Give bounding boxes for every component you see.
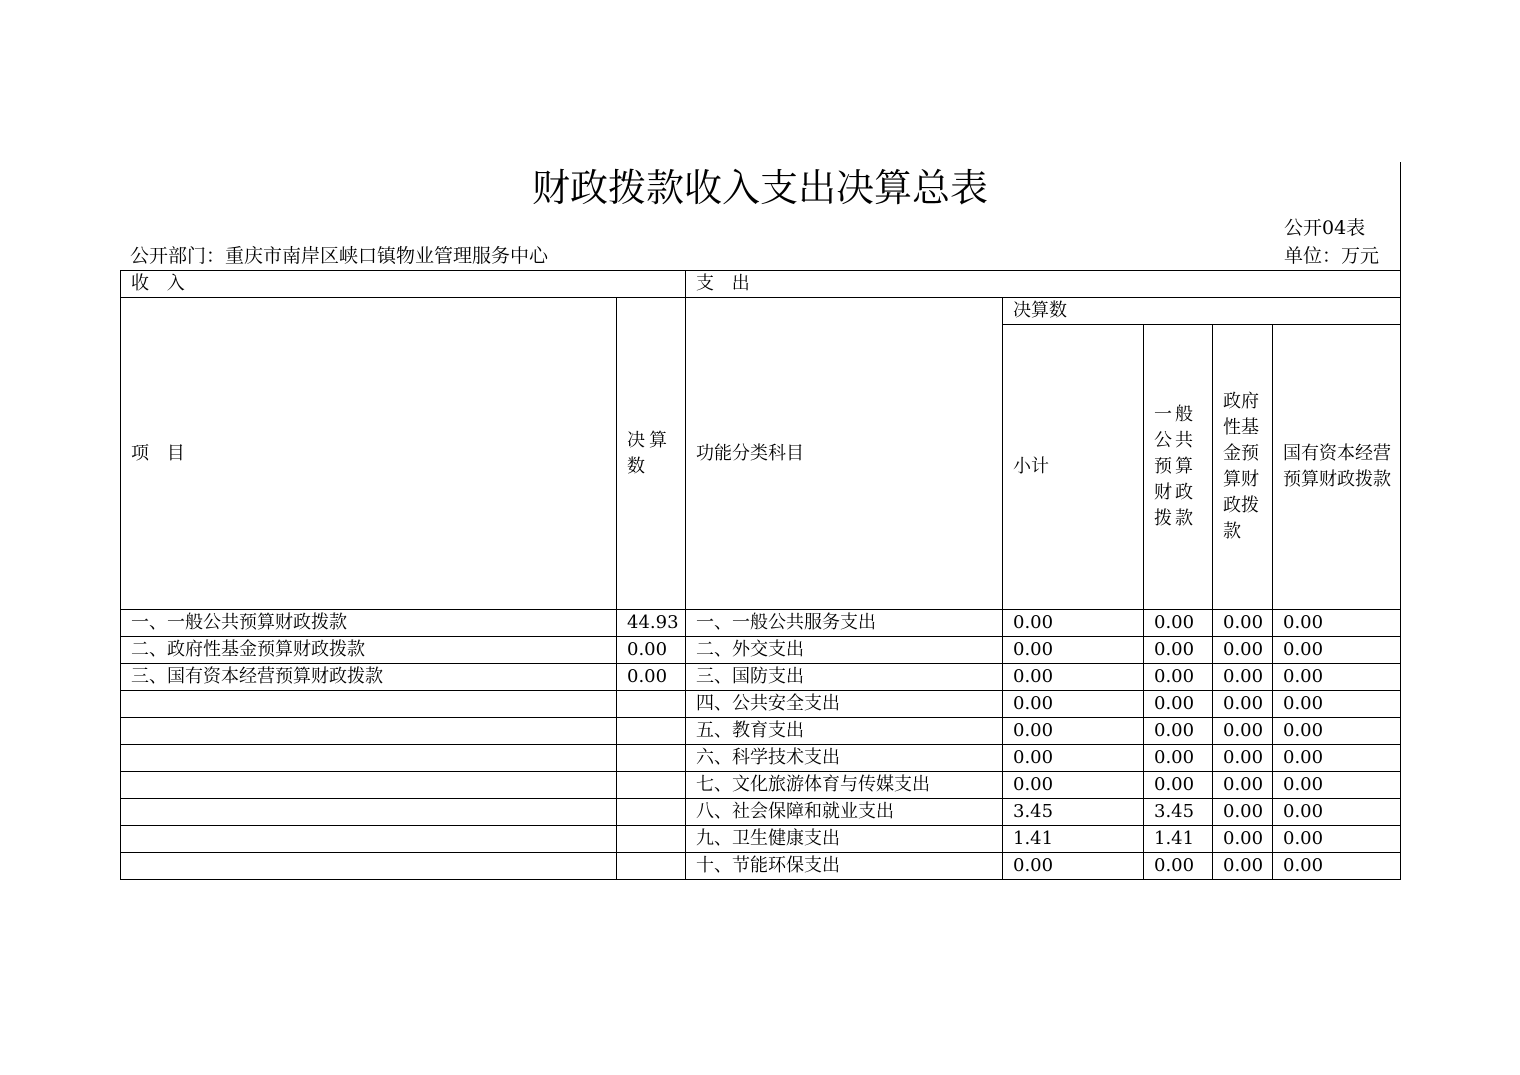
gov-fund-header: 政府性基金预算财政拨款 — [1213, 325, 1273, 610]
function-item-cell: 八、社会保障和就业支出 — [686, 799, 1003, 826]
subtotal-cell: 3.45 — [1003, 799, 1144, 826]
function-header: 功能分类科目 — [686, 298, 1003, 610]
gov-fund-cell: 0.00 — [1213, 826, 1273, 853]
state-capital-cell: 0.00 — [1273, 637, 1401, 664]
income-item-cell — [121, 799, 617, 826]
budget-table — [120, 270, 1401, 880]
gov-fund-cell: 0.00 — [1213, 610, 1273, 637]
state-capital-cell: 0.00 — [1273, 826, 1401, 853]
subtotal-cell: 0.00 — [1003, 772, 1144, 799]
general-budget-cell: 0.00 — [1144, 745, 1213, 772]
subtotal-cell: 0.00 — [1003, 853, 1144, 880]
department-label: 公开部门：重庆市南岸区峡口镇物业管理服务中心 — [130, 245, 549, 267]
table-row — [121, 718, 1401, 745]
income-amount-cell — [617, 799, 686, 826]
amount-header: 决算数 — [617, 298, 686, 610]
table-row — [121, 853, 1401, 880]
income-item-cell — [121, 826, 617, 853]
function-item-cell: 三、国防支出 — [686, 664, 1003, 691]
state-capital-cell: 0.00 — [1273, 691, 1401, 718]
general-budget-cell: 0.00 — [1144, 691, 1213, 718]
general-budget-cell: 0.00 — [1144, 718, 1213, 745]
general-budget-cell: 0.00 — [1144, 772, 1213, 799]
subtotal-cell: 1.41 — [1003, 826, 1144, 853]
income-item-cell — [121, 691, 617, 718]
form-code: 公开04表 — [1284, 217, 1366, 239]
income-amount-cell — [617, 772, 686, 799]
general-budget-cell: 3.45 — [1144, 799, 1213, 826]
page-title: 财政拨款收入支出决算总表 — [531, 166, 988, 210]
income-header: 收 入 — [121, 271, 686, 298]
income-amount-cell: 0.00 — [617, 637, 686, 664]
income-item-cell — [121, 772, 617, 799]
table-row — [121, 772, 1401, 799]
state-capital-cell: 0.00 — [1273, 610, 1401, 637]
subtotal-cell: 0.00 — [1003, 745, 1144, 772]
table-row — [121, 799, 1401, 826]
table-row — [121, 664, 1401, 691]
function-item-cell: 六、科学技术支出 — [686, 745, 1003, 772]
subtotal-cell: 0.00 — [1003, 610, 1144, 637]
income-amount-cell — [617, 745, 686, 772]
table-row — [121, 826, 1401, 853]
general-budget-cell: 0.00 — [1144, 610, 1213, 637]
income-item-cell — [121, 745, 617, 772]
function-item-cell: 四、公共安全支出 — [686, 691, 1003, 718]
income-amount-cell — [617, 853, 686, 880]
gov-fund-cell: 0.00 — [1213, 718, 1273, 745]
item-header: 项 目 — [121, 298, 617, 610]
state-capital-cell: 0.00 — [1273, 745, 1401, 772]
table-row — [121, 691, 1401, 718]
income-item-cell: 二、政府性基金预算财政拨款 — [121, 637, 617, 664]
final-amount-header: 决算数 — [1003, 298, 1401, 325]
income-amount-cell — [617, 718, 686, 745]
subtotal-cell: 0.00 — [1003, 637, 1144, 664]
state-capital-header: 国有资本经营预算财政拨款 — [1273, 325, 1401, 610]
income-item-cell: 三、国有资本经营预算财政拨款 — [121, 664, 617, 691]
income-amount-cell — [617, 691, 686, 718]
gov-fund-cell: 0.00 — [1213, 637, 1273, 664]
table-row — [121, 610, 1401, 637]
function-item-cell: 一、一般公共服务支出 — [686, 610, 1003, 637]
subtotal-cell: 0.00 — [1003, 718, 1144, 745]
table-row — [121, 637, 1401, 664]
state-capital-cell: 0.00 — [1273, 772, 1401, 799]
function-item-cell: 七、文化旅游体育与传媒支出 — [686, 772, 1003, 799]
general-budget-cell: 1.41 — [1144, 826, 1213, 853]
table-row — [121, 745, 1401, 772]
state-capital-cell: 0.00 — [1273, 718, 1401, 745]
income-amount-cell: 0.00 — [617, 664, 686, 691]
gov-fund-cell: 0.00 — [1213, 691, 1273, 718]
state-capital-cell: 0.00 — [1273, 853, 1401, 880]
income-item-cell — [121, 718, 617, 745]
general-budget-cell: 0.00 — [1144, 637, 1213, 664]
function-item-cell: 五、教育支出 — [686, 718, 1003, 745]
gov-fund-cell: 0.00 — [1213, 799, 1273, 826]
income-amount-cell: 44.93 — [617, 610, 686, 637]
gov-fund-cell: 0.00 — [1213, 772, 1273, 799]
subtotal-cell: 0.00 — [1003, 664, 1144, 691]
income-amount-cell — [617, 826, 686, 853]
state-capital-cell: 0.00 — [1273, 664, 1401, 691]
expense-header: 支 出 — [686, 271, 1401, 298]
income-item-cell — [121, 853, 617, 880]
general-budget-cell: 0.00 — [1144, 664, 1213, 691]
gov-fund-cell: 0.00 — [1213, 853, 1273, 880]
subtotal-header: 小计 — [1003, 325, 1144, 610]
function-item-cell: 十、节能环保支出 — [686, 853, 1003, 880]
income-item-cell: 一、一般公共预算财政拨款 — [121, 610, 617, 637]
general-budget-cell: 0.00 — [1144, 853, 1213, 880]
unit-label: 单位：万元 — [1284, 245, 1380, 267]
function-item-cell: 二、外交支出 — [686, 637, 1003, 664]
function-item-cell: 九、卫生健康支出 — [686, 826, 1003, 853]
gov-fund-cell: 0.00 — [1213, 745, 1273, 772]
general-budget-header: 一般公共预算财政拨款 — [1144, 325, 1213, 610]
gov-fund-cell: 0.00 — [1213, 664, 1273, 691]
state-capital-cell: 0.00 — [1273, 799, 1401, 826]
subtotal-cell: 0.00 — [1003, 691, 1144, 718]
